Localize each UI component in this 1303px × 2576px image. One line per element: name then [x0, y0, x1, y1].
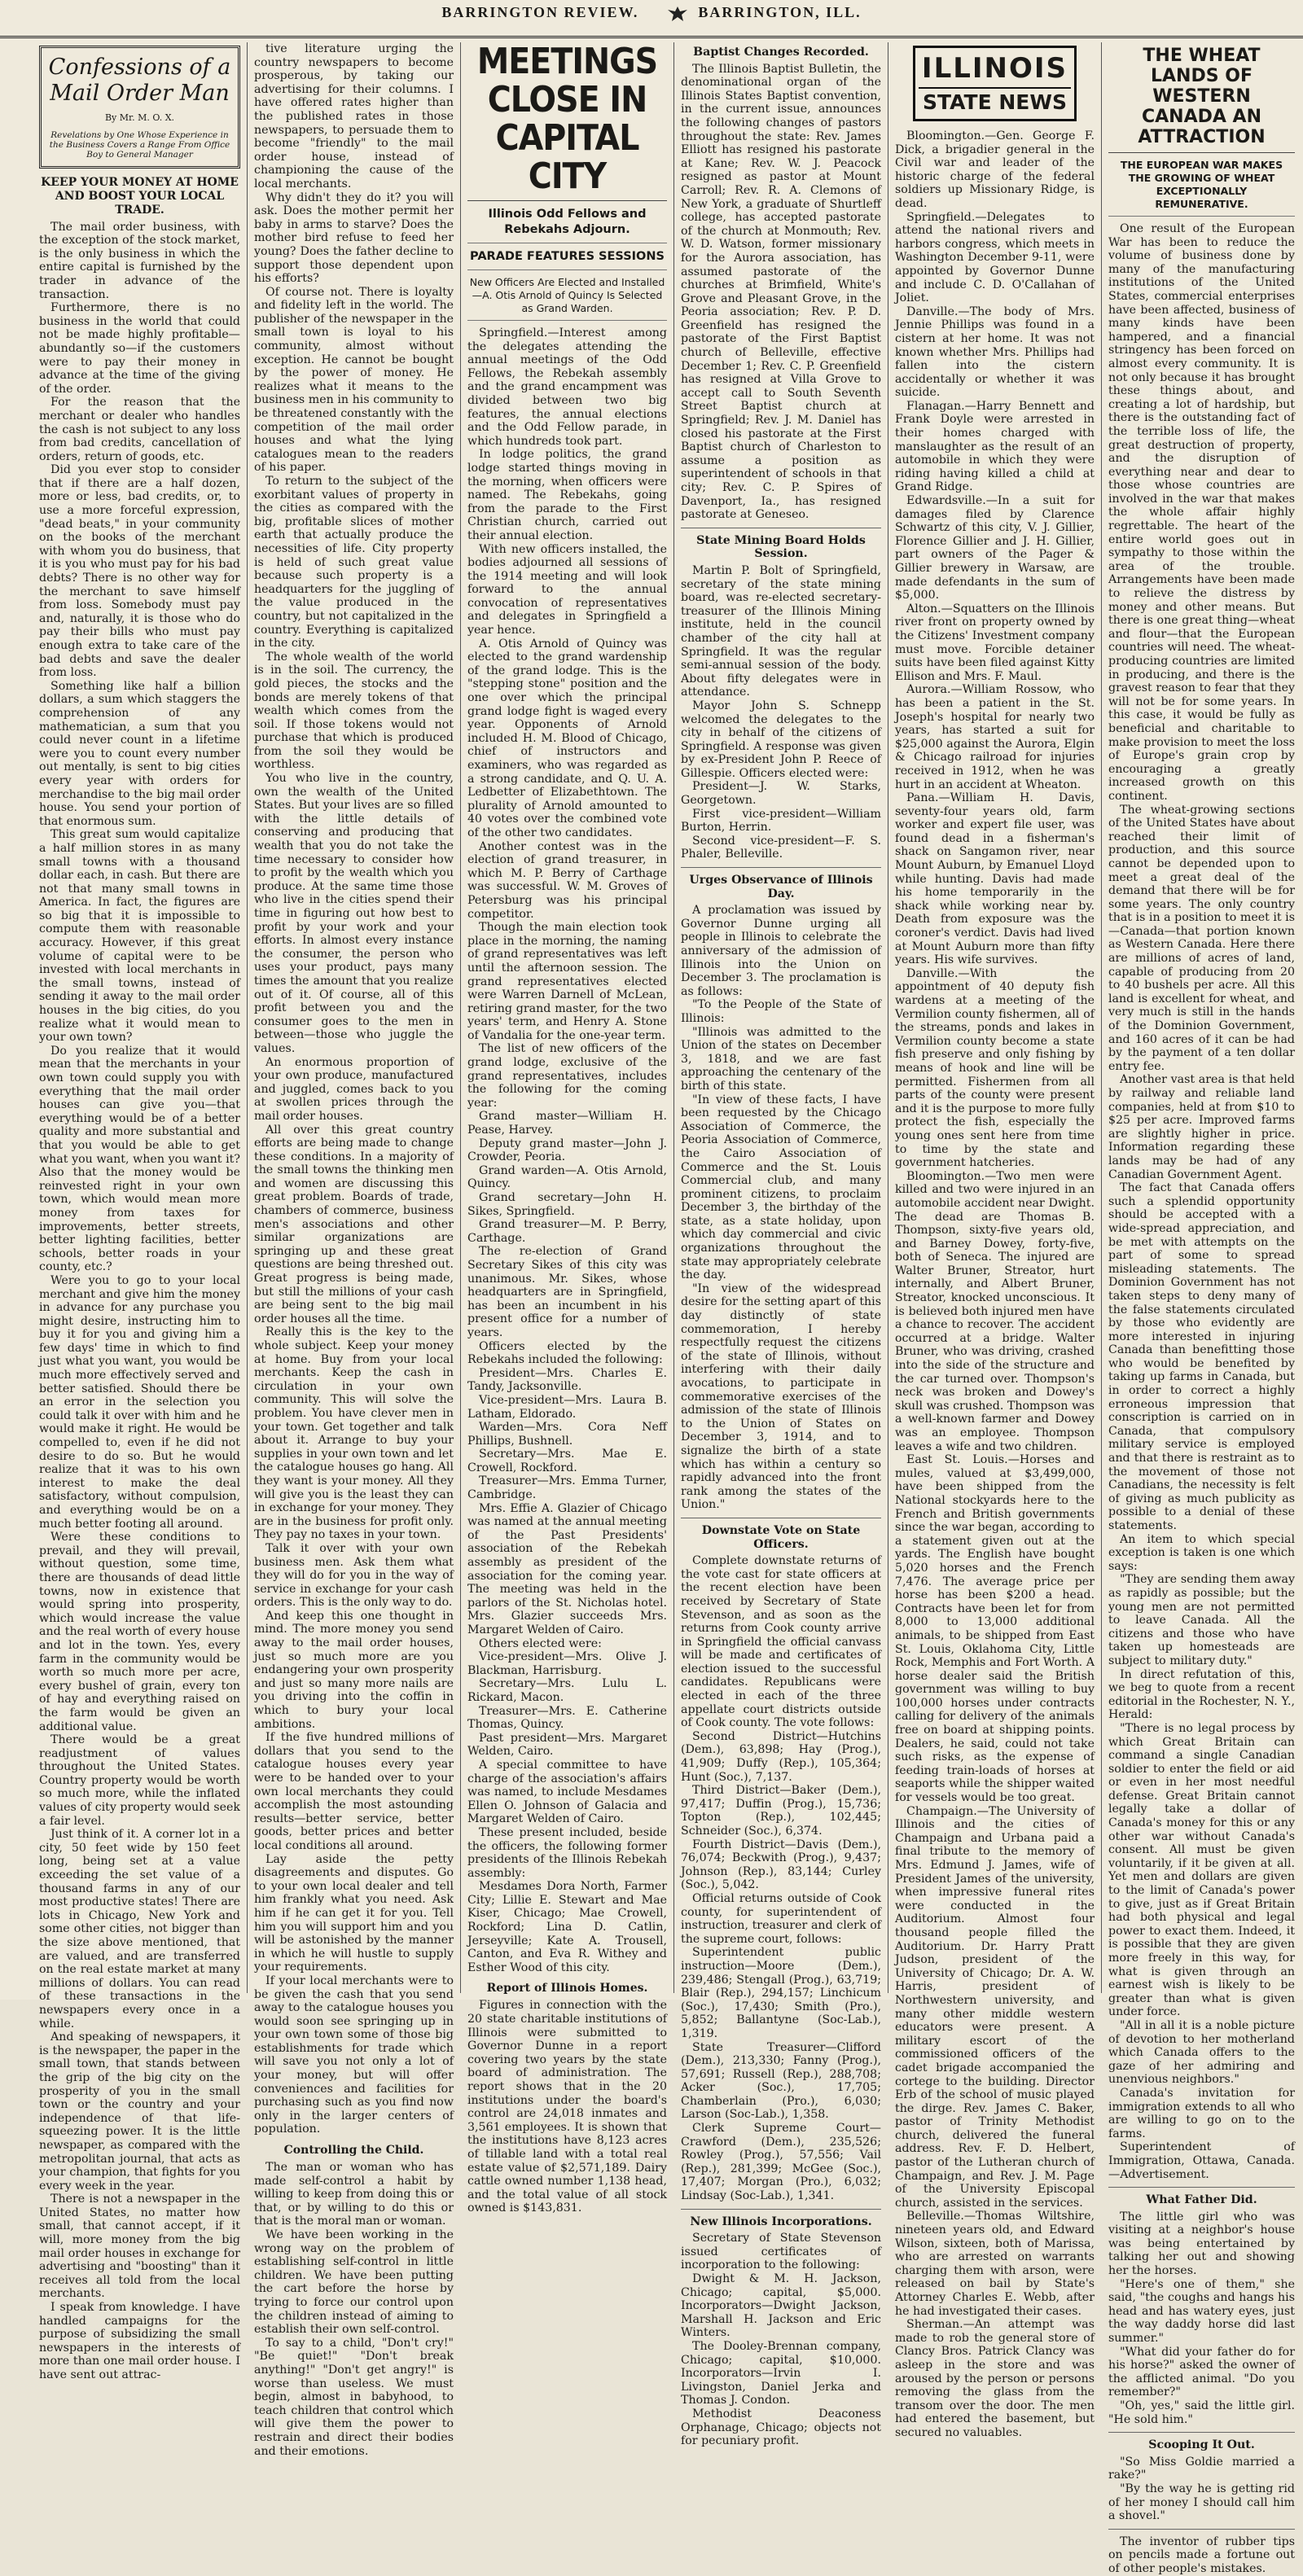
- paragraph: The mail order business, with the exception of the stock market, is the only business in which the entire capital is furnished by the trader in advance of the transaction.: [39, 220, 240, 301]
- confessions-header-box: [39, 46, 240, 169]
- paragraph: The inventor of rubber tips on pencils made a fortune out of other people's mistakes.: [1108, 2534, 1295, 2575]
- father-subhead: What Father Did.: [1146, 2193, 1257, 2207]
- paragraph: "All in all it is a noble picture of devotion to her motherland which Canada offers to the gaze of her admiring and unenvious neighbors.": [1108, 2018, 1295, 2087]
- column-state-news: [888, 42, 1101, 2439]
- paragraph: Edwardsville.—In a suit for damages filed by Clarence Schwartz of this city, V. J. Gillier, Florence Gillier and J. H. Gillier, part owners of the Pager & Gillier brewery in Warsaw, are made defendants in the sum of $5,000.: [895, 494, 1095, 602]
- paragraph: First vice-president—William Burton, Herrin.: [681, 807, 881, 835]
- vote-body: [681, 1554, 881, 2203]
- paragraph: "To the People of the State of Illinois:: [681, 998, 881, 1025]
- paragraph: If your local merchants were to be given the cash that you send away to the catalogue houses you would soon see springing up in your own town some of those big establishments for trade which will save you not only a lot of your money, but will offer conveniences and facilities for purchasing such as you find now only in the larger centers of population.: [254, 1974, 454, 2136]
- divider: [1108, 2187, 1295, 2188]
- paragraph: Danville.—With the appointment of 40 deputy fish wardens at a meeting of the Vermilion county fishermen, all of the streams, ponds and lakes in Vermilion county become a state fish preserve and only fishing by means of hook and line will be permitted. Fishermen from all parts of the county were present and it is the purpose to more fully protect the fish, especially the young ones sent here from time to time by the state and government hatcheries.: [895, 966, 1095, 1170]
- incorporations-subhead: New Illinois Incorporations.: [690, 2215, 872, 2228]
- paragraph: Superintendent of Immigration, Ottawa, Canada.—Advertisement.: [1108, 2140, 1295, 2181]
- paragraph: Were these conditions to prevail, and they will prevail, without question, some time, there are thousands of dead little towns, now in existence that would spring into prosperity, which would increase the value and the real worth of every house and lot in the town. Yes, every farm in the community would be worth so much more per acre, every bushel of grain, every ton of hay and everything raised on the farm would be given an additional value.: [39, 1531, 240, 1733]
- paragraph: Officers elected by the Rebekahs included the following:: [467, 1339, 667, 1367]
- meetings-body: [467, 326, 667, 1974]
- eagle-emblem-icon: [667, 5, 688, 23]
- paragraph: "In view of the widespread desire for the setting apart of this day distinctly of state commemoration, I hereby respectfully request the citizens of the state of Illinois, without interfering with their daily avocations, to participate in commemorative exercises of the admission of the state of Illinois to the Union of States on December 3, 1914, and to signalize the birth of a state which has within a century so rapidly advanced into the front rank among the states of the Union.": [681, 1281, 881, 1512]
- paragraph: Vice-president—Mrs. Laura B. Latham, Eldorado.: [467, 1393, 667, 1421]
- paragraph: Another contest was in the election of grand treasurer, in which M. P. Berry of Carthage was successful. W. M. Groves of Petersburg was his principal competitor.: [467, 839, 667, 921]
- vote-subhead: Downstate Vote on State Officers.: [701, 1523, 861, 1551]
- paragraph: A proclamation was issued by Governor Dunne urging all people in Illinois to celebrate the anniversary of the admission of Illinois into the Union on December 3. The proclamation is as follows:: [681, 904, 881, 998]
- meetings-headline: MEETINGS CLOSE IN CAPITAL CITY: [467, 42, 667, 201]
- paragraph: Past president—Mrs. Margaret Welden, Cairo.: [467, 1731, 667, 1759]
- paragraph: The Dooley-Brennan company, Chicago; capital, $10,000. Incorporators—Irvin I. Livingston, Daniel Jerka and Thomas J. Condon.: [681, 2339, 881, 2407]
- paragraph: Official returns outside of Cook county, for superintendent of instruction, treasurer and clerk of the supreme court, follows:: [681, 1891, 881, 1946]
- scooping-subhead: Scooping It Out.: [1148, 2438, 1255, 2452]
- divider: [681, 867, 881, 868]
- column-confessions: [33, 42, 247, 2381]
- divider: [681, 2209, 881, 2210]
- divider: [1108, 2432, 1295, 2433]
- paragraph: "They are sending them away as rapidly as possible; but the young men are not permitted to leave Canada. All the citizens and those who have taken up homesteads are subject to military duty.": [1108, 1573, 1295, 1667]
- paragraph: Do you realize that it would mean that the merchants in your own town could supply you with everything that the mail order houses can give you—that everything would be of a better quality and more substantial and that you would be able to get what you want, when you want it? Also that the money would be reinvested right in your own town, which would mean more money from taxes for improvements, better streets, better lighting facilities, better schools, better roads in your county, etc.?: [39, 1044, 240, 1274]
- mining-body: [681, 564, 881, 861]
- paragraph: Furthermore, there is no business in the world that could not be made highly profitable—abundantly so—if the customers were to pay their money in advance at the time of the giving of the order.: [39, 301, 240, 396]
- paragraph: Dwight & M. H. Jackson, Chicago; capital, $5,000. Incorporators—Dwight Jackson, Marshall H. Jackson and Eric Winters.: [681, 2272, 881, 2340]
- paragraph: "Here's one of them," she said, "the coughs and hangs his head and has watery eyes, just the way daddy horse did last summer.": [1108, 2277, 1295, 2346]
- paragraph: Sherman.—An attempt was made to rob the general store of Clancy Bros. Patrick Clancy was asleep in the store and was aroused by the person or persons removing the glass from the transom over the door. The men had entered the basement, but secured no valuables.: [895, 2318, 1095, 2439]
- wheat-deck: THE EUROPEAN WAR MAKES THE GROWING OF WHEAT EXCEPTIONALLY REMUNERATIVE.: [1108, 159, 1295, 217]
- wheat-body: [1108, 222, 1295, 2181]
- paragraph: Clerk Supreme Court—Crawford (Dem.), 235,526; Rowley (Prog.), 57,556; Vail (Rep.), 281,399; McGee (Soc.), 17,407; Morgan (Pro.), 6,032; Lindsay (Soc-Lab.), 1,341.: [681, 2122, 881, 2203]
- paragraph: In lodge politics, the grand lodge started things moving in the morning, when officers were named. The Rebekahs, going from the parade to the First Christian church, carried out their annual election.: [467, 448, 667, 542]
- paragraph: Danville.—The body of Mrs. Jennie Phillips was found in a cistern at her home. It was not known whether Mrs. Phillips had fallen into the cistern accidentally or whether it was suicide.: [895, 304, 1095, 400]
- paragraph: Grand secretary—John H. Sikes, Springfield.: [467, 1191, 667, 1218]
- paragraph: Treasurer—Mrs. Emma Turner, Cambridge.: [467, 1474, 667, 1502]
- divider: [1108, 2529, 1295, 2530]
- mining-subhead: State Mining Board Holds Session.: [696, 533, 866, 561]
- paragraph: Were you to go to your local merchant and give him the money in advance for any purchase you might desire, instructing him to buy it for you and giving him a few days' time in which to find just what you want, you would be much more effectively served and better satisfied. Should there be an error in the selection you could talk it over with him and he would make it right. He would be compelled to, even if he did not desire to do so. But he would realize that it was to his own interest to make the deal satisfactory, without compulsion, and everything would be on a much better footing all around.: [39, 1273, 240, 1531]
- paragraph: A. Otis Arnold of Quincy was elected to the grand wardenship of the grand lodge. This is the "stepping stone" position and the one over which the principal grand lodge fight is waged every year. Opponents of Arnold included H. M. Blood of Chicago, chief of instructors and examiners, who was regarded as a strong candidate, and Q. U. A. Ledbetter of Elizabethtown. The plurality of Arnold amounted to 40 votes over the combined vote of the other two candidates.: [467, 637, 667, 839]
- paragraph: To say to a child, "Don't cry!" "Be quiet!" "Don't break anything!" "Don't get angry!" is worse than useless. We must begin, almost in babyhood, to teach children that control which will give them the power to restrain and direct their bodies and their emotions.: [254, 2336, 454, 2458]
- homes-report-subhead: Report of Illinois Homes.: [486, 1982, 648, 1996]
- paragraph: Though the main election took place in the morning, the naming of grand representatives was left until the afternoon session. The grand representatives elected were Warren Darnell of McLean, retiring grand master, for the two years' term, and Henry A. Stone of Vandalia for the one-year term.: [467, 921, 667, 1042]
- paragraph: Why didn't they do it? you will ask. Does the mother permit her baby in arms to starve? Does the mother bird refuse to feed her young? Does the father decline to support those dependent upon his efforts?: [254, 191, 454, 286]
- paragraph: "What did your father do for his horse?" asked the owner of the afflicted animal. "Do you remember?": [1108, 2345, 1295, 2399]
- paragraph: Superintendent public instruction—Moore (Dem.), 239,486; Stengall (Prog.), 63,719; Blair (Rep.), 294,157; Linchicum (Soc.), 17,430; Smith (Pro.), 5,852; Ballantyne (Soc-Lab.), 1,319.: [681, 1946, 881, 2040]
- column-meetings: [460, 41, 673, 2215]
- paragraph: Complete downstate returns of the vote cast for state officers at the recent election have been received by Secretary of State Stevenson, and as soon as the returns from Cook county arrive in Springfield the official canvass will be made and certificates of election issued to the successful candidates. Republicans were elected in each of the three appellate court districts outside of Cook county. The vote follows:: [681, 1554, 881, 1730]
- paragraph: With new officers installed, the bodies adjourned all sessions of the 1914 meeting and will look forward to the annual convocation of representatives and delegates in Springfield a year hence.: [467, 542, 667, 637]
- paragraph: Grand master—William H. Pease, Harvey.: [467, 1110, 667, 1137]
- paragraph: And speaking of newspapers, it is the newspaper, the paper in the small town, that stands between the grip of the big city on the prosperity of you in the small town or the country and your independence of that life-squeezing power. It is the little newspaper, as compared with the metropolitan journal, that acts as your champion, that fights for you every week in the year.: [39, 2031, 240, 2193]
- paragraph: For the reason that the merchant or dealer who handles the cash is not subject to any loss from bad credits, cancellation of orders, return of goods, etc.: [39, 396, 240, 463]
- state-news-header-box: [913, 46, 1077, 121]
- paragraph: Canada's invitation for immigration extends to all who are willing to go on to the farms.: [1108, 2086, 1295, 2140]
- state-news-body: [895, 129, 1095, 2440]
- column-wheat-lands: [1101, 42, 1301, 2575]
- paragraph: Belleville.—Thomas Wiltshire, nineteen years old, and Edward Wilson, sixteen, both of Marissa, who are arrested on warrants charging them with arson, were released on bail by State's Attorney Charles E. Webb, after he had investigated their cases.: [895, 2210, 1095, 2318]
- paragraph: The list of new officers of the grand lodge, exclusive of the grand representatives, includes the following for the coming year:: [467, 1042, 667, 1110]
- confessions-title: Confessions of a Mail Order Man: [48, 55, 231, 106]
- paragraph: Treasurer—Mrs. E. Catherine Thomas, Quincy.: [467, 1704, 667, 1732]
- paragraph: Vice-president—Mrs. Olive J. Blackman, Harrisburg.: [467, 1650, 667, 1677]
- baptist-body: [681, 63, 881, 522]
- paragraph: Grand treasurer—M. P. Berry, Carthage.: [467, 1218, 667, 1245]
- paragraph: A special committee to have charge of the association's affairs was named, to include Mesdames Ellen O. Johnson of Galacia and Margaret Welden of Cairo.: [467, 1758, 667, 1826]
- paragraph: An item to which special exception is taken is one which says:: [1108, 1532, 1295, 1573]
- paragraph: Methodist Deaconess Orphanage, Chicago; objects not for pecuniary profit.: [681, 2407, 881, 2448]
- paragraph: East St. Louis.—Horses and mules, valued at $3,499,000, have been shipped from the National stockyards here to the French and British governments since the war began, according to a statement given out at the yards. The English have bought 5,020 horses and the French 7,476. The average price per horse has been $200 a head. Contracts have been let for from 8,000 to 13,000 additional animals, to be shipped from East St. Louis, Oklahoma City, Little Rock, Memphis and Fort Worth. A horse dealer said the British government was willing to buy 100,000 horses under contracts calling for delivery of the animals free on board at shipping points. Dealers, he said, could not take such risks, as the expense of feeding train-loads of horses at seaports while the shipper waited for vessels would be too great.: [895, 1453, 1095, 1805]
- paragraph: Secretary—Mrs. Lulu L. Rickard, Macon.: [467, 1677, 667, 1704]
- paragraph: "There is no legal process by which Great Britain can command a single Canadian soldier to enter the field or aid or even in her most needful defense. Great Britain cannot legally take a dollar of Canada's money for this or any other war without Canada's consent. All must be given voluntarily, if it be given at all. Yet men and dollars are given to the limit of Canada's power to give, just as if Great Britain had both physical and legal power to exact them. Indeed, it is possible that they are given more freely in this way, for what is given through an earnest wish is likely to be greater than what is given under force.: [1108, 1721, 1295, 2019]
- paragraph: Flanagan.—Harry Bennett and Frank Doyle were arrested in their homes charged with manslaughter as the result of an automobile in which they were riding having killed a child at Grand Ridge.: [895, 399, 1095, 494]
- paper-city: BARRINGTON, ILL.: [698, 4, 862, 20]
- paragraph: "So Miss Goldie married a rake?": [1108, 2455, 1295, 2482]
- paragraph: "In view of these facts, I have been requested by the Chicago Association of Commerce, the Peoria Association of Commerce, the Cairo Association of Commerce and the St. Louis Commercial club, and many prominent citizens, to proclaim December 3, the birthday of the state, as a state holiday, upon which day commercial and civic organizations throughout the state may appropriately celebrate the day.: [681, 1093, 881, 1282]
- column-state-items: [673, 42, 888, 2448]
- confessions-body: [39, 221, 240, 2382]
- paragraph: Martin P. Bolt of Springfield, secretary of the state mining board, was re-elected secretary-treasurer of the Illinois Mining institute, held in the council chamber of the city hall at Springfield. It was the regular semi-annual session of the body. About fifty delegates were in attendance.: [681, 563, 881, 699]
- paragraph: Bloomington.—Two men were killed and two were injured in an automobile accident near Dwight. The dead are Thomas B. Thompson, sixty-five years old, and Barney Dowey, forty-five, both of Seneca. The injured are Walter Bruner, Streator, hurt internally, and Albert Bruner, Streator, knocked unconscious. It is believed both injured men have a chance to recover. The accident occurred at a bridge. Walter Bruner, who was driving, crashed into the side of the structure and the car turned over. Thompson's neck was broken and Dowey's skull was crushed. Thompson was a well-known farmer and Dowey was an employee. Thompson leaves a wife and two children.: [895, 1169, 1095, 1453]
- paragraph: State Treasurer—Clifford (Dem.), 213,330; Fanny (Prog.), 57,691; Russell (Rep.), 288,708; Acker (Soc.), 17,705; Chamberlain (Pro.), 6,030; Larson (Soc-Lab.), 1,358.: [681, 2040, 881, 2122]
- homes-report-body: [467, 1999, 667, 2215]
- paragraph: Second District—Hutchins (Dem.), 63,898; Hay (Prog.), 41,909; Duffy (Rep.), 105,364; Hunt (Soc.), 7,137.: [681, 1729, 881, 1784]
- masthead: [0, 0, 1303, 38]
- paragraph: Grand warden—A. Otis Arnold, Quincy.: [467, 1163, 667, 1191]
- paragraph: Deputy grand master—John J. Crowder, Peoria.: [467, 1137, 667, 1164]
- paragraph: Secretary—Mrs. Mae E. Crowell, Rockford.: [467, 1448, 667, 1474]
- paragraph: An enormous proportion of your own produce, manufactured and juggled, comes back to you at swollen prices through the mail order houses.: [254, 1055, 454, 1123]
- paragraph: All over this great country efforts are being made to change these conditions. In a majority of the small towns the thinking men and women are discussing this great problem. Boards of trade, chambers of commerce, business men's associations and other similar organizations are springing up and these great questions are being threshed out. Great progress is being made, but still the millions of your cash are being sent to the big mail order houses all the time.: [254, 1123, 454, 1325]
- state-news-heading-1: ILLINOIS: [921, 52, 1068, 85]
- column-confessions-continued: [247, 42, 460, 2458]
- baptist-subhead: Baptist Changes Recorded.: [693, 46, 869, 59]
- confessions-subhead: KEEP YOUR MONEY AT HOME AND BOOST YOUR LOCAL TRADE.: [41, 175, 239, 217]
- wheat-headline: THE WHEAT LANDS OF WESTERN CANADA AN ATTRACTION: [1108, 46, 1295, 153]
- paragraph: Springfield.—Interest among the delegates attending the annual meetings of the Odd Fellows, the Rebekah assembly and the grand encampment was divided between two big features, the annual elections and the Odd Fellow parade, in which hundreds took part.: [467, 326, 667, 448]
- paragraph: President—J. W. Starks, Georgetown.: [681, 780, 881, 808]
- confessions-blurb: Revelations by One Whose Experience in the Business Covers a Range From Office Boy to General Manager: [49, 129, 230, 160]
- paragraph: "Illinois was admitted to the Union of the states on December 3, 1818, and we are fast approaching the centenary of the birth of this state.: [681, 1025, 881, 1093]
- paragraph: "By the way he is getting rid of her money I should call him a shovel.": [1108, 2482, 1295, 2523]
- incorporations-body: [681, 2232, 881, 2448]
- paragraph: Others elected were:: [479, 1636, 602, 1650]
- paragraph: Mayor John S. Schnepp welcomed the delegates to the city in behalf of the citizens of Springfield. A response was given by ex-President John P. Reece of Gillespie. Officers elected were:: [681, 699, 881, 780]
- paragraph: Secretary of State Stevenson issued certificates of incorporation to the following:: [681, 2232, 881, 2272]
- paragraph: The wheat-growing sections of the United States have about reached their limit of production, and this source cannot be depended upon to meet a great deal of the demand that there will be for some years. The only country that is in a position to meet it is—Canada—that portion known as Western Canada. Here there are millions of acres of land, capable of producing from 20 to 40 bushels per acre. All this land is excellent for wheat, and very much is still in the hands of the Dominion Government, and 160 acres of it can be had by the payment of a ten dollar entry fee.: [1108, 803, 1295, 1073]
- rubber-tips-body: [1108, 2535, 1295, 2576]
- paragraph: There would be a great readjustment of values throughout the United States. Country property would be worth so much more, while the inflated values of city property would seek a fair level.: [39, 1733, 240, 1828]
- paragraph: Another vast area is that held by railway and reliable land companies, held at from $10 to $25 per acre. Improved farms are slightly higher in price. Information regarding these lands may be had of any Canadian Government Agent.: [1108, 1073, 1295, 1181]
- paragraph: Second vice-president—F. S. Phaler, Belleville.: [681, 834, 881, 861]
- paragraph: The man or woman who has made self-control a habit by willing to keep from doing this or that, or by willing to do this or that is the moral man or woman.: [254, 2161, 454, 2228]
- paragraph: "Oh, yes," said the little girl. "He sold him.": [1108, 2399, 1295, 2426]
- paragraph: The whole wealth of the world is in the soil. The currency, the gold pieces, the stocks and the bonds are merely tokens of that wealth which comes from the soil. If those tokens would not purchase that which is produced from the soil they would be worthless.: [254, 650, 454, 772]
- paragraph: Talk it over with your own business men. Ask them what they will do for you in the way of service in exchange for your cash orders. This is the only way to do.: [254, 1541, 454, 1610]
- paragraph: To return to the subject of the exorbitant values of property in the cities as compared with the big, profitable slices of mother earth that actually produce the necessities of life. City property is held of such great value because such property is a headquarters for the juggling of the value produced in the country, but not capitalized in the country. Everything is capitalized in the city.: [254, 475, 454, 651]
- paragraph: The re-election of Grand Secretary Sikes of this city was unanimous. Mr. Sikes, whose headquarters are in Springfield, has been an incumbent in his present office for a number of years.: [467, 1245, 667, 1339]
- paragraph: Really this is the key to the whole subject. Keep your money at home. Buy from your local merchants. Keep the cash in circulation in your own community. This will solve the problem. You have clever men in your town. Get together and talk about it. Arrange to buy your supplies in your own town and let the catalogue houses go hang. All they want is your money. All they will give you is the least they can in exchange for your money. They are in the business for profit only. They pay no taxes in your town.: [254, 1325, 454, 1542]
- paragraph: Just think of it. A corner lot in a city, 50 feet wide by 150 feet long, being set at a value exceeding the set value of a thousand farms in any of our most productive states! There are lots in Chicago, New York and some other cities, not bigger than the size above mentioned, that are valued, and are transferred on the real estate market at many millions of dollars. You can read of these transactions in the newspapers every once in a while.: [39, 1828, 240, 2031]
- paragraph: tive literature urging the country newspapers to become prosperous, by taking our advertising for their columns. I have offered rates higher than the published rates in those newspapers, to persuade them to become "friendly" to the mail order house, instead of championing the cause of the local merchants.: [254, 42, 454, 191]
- paragraph: Champaign.—The University of Illinois and the cities of Champaign and Urbana paid a final tribute to the memory of Mrs. Edmund J. James, wife of President James of the university, when impressive funeral rites were conducted in the Auditorium. Almost four thousand people filled the Auditorium. Dr. Harry Pratt Judson, president of the University of Chicago; Dr. A. W. Harris, president of Northwestern university, and many other middle western educators were present. A military escort of the commissioned officers of the cadet brigade accompanied the cortege to the building. Director Erb of the school of music played the dirge. Rev. James C. Baker, pastor of Trinity Methodist church, delivered the funeral address. Rev. F. D. Helbert, pastor of the Lutheran church of Champaign, and Rev. J. M. Page of the University Episcopal church, assisted in the services.: [895, 1804, 1095, 2210]
- paragraph: Pana.—William H. Davis, seventy-four years old, farm worker and expert file user, was found dead in a fisherman's shack on Sangamon river, near Mount Auburn, by Emanuel Lloyd while hunting. Davis had made his home temporarily in the shack while working near by. Death from exposure was the coroner's verdict. Davis had lived at Mount Auburn more than fifty years. His wife survives.: [895, 791, 1095, 967]
- paragraph: Fourth District—Davis (Dem.), 76,074; Beckwith (Prog.), 9,437; Johnson (Rep.), 83,144; Curley (Soc.), 5,042.: [681, 1838, 881, 1892]
- state-news-heading-2: STATE NEWS: [919, 87, 1071, 114]
- paragraph: Aurora.—William Rossow, who has been a patient in the St. Joseph's hospital for nearly two years, has started a suit for $25,000 against the Aurora, Elgin & Chicago railroad for injuries received in 1912, when he was hurt in an accident at Wheaton.: [895, 683, 1095, 791]
- meetings-deck-3: New Officers Are Elected and Installed—A. Otis Arnold of Quincy Is Selected as Grand Warden.: [467, 276, 667, 321]
- scooping-body: [1108, 2456, 1295, 2523]
- paragraph: Warden—Mrs. Cora Neff Phillips, Bushnell.: [467, 1421, 667, 1448]
- paragraph: President—Mrs. Charles E. Tandy, Jacksonville.: [467, 1366, 667, 1394]
- confessions-byline: By Mr. M. O. X.: [104, 112, 175, 123]
- paragraph: Third District—Baker (Dem.), 97,417; Duffin (Prog.), 15,736; Topton (Rep.), 102,445; Schneider (Soc.), 6,374.: [681, 1784, 881, 1838]
- paragraph: Something like half a billion dollars, a sum which staggers the comprehension of any mathematician, a sum that you could never count in a lifetime were you to count every number out mentally, is sent to big cities every year with orders for merchandise to the big mail order house. You send your portion of that enormous sum.: [39, 679, 240, 828]
- paragraph: Alton.—Squatters on the Illinois river front on property owned by the Citizens' Investment company must move. Forcible detainer suits have been filed against Kitty Ellison and Mrs. F. Maul.: [895, 602, 1095, 683]
- paragraph: This great sum would capitalize a half million stores in as many small towns with a thousand dollar each, in cash. But there are not that many small towns in America. In fact, the figures are so big that it is impossible to compute them with reasonable accuracy. However, if this great volume of capital were to be invested with local merchants in the small towns, instead of sending it away to the mail order houses in the big cities, do you realize what it would mean to your own town?: [39, 828, 240, 1045]
- paragraph: Lay aside the petty disagreements and disputes. Go to your own local dealer and tell him frankly what you need. Ask him if he can get it for you. Tell him you will support him and you will be astonished by the manner in which he will hustle to supply your requirements.: [254, 1852, 454, 1974]
- paragraph: Did you ever stop to consider that if there are a half dozen, more or less, bad credits, or, to use a more forceful expression, "dead beats," in your community on the books of the merchant with whom you do business, that it is you who must pay for his bad debts? There is no other way for the merchant to save himself from loss. Somebody must pay and, naturally, it is those who do pay their bills who must pay enough extra to take care of the bad debts and save the dealer from loss.: [39, 463, 240, 680]
- confessions-body-continued: [254, 42, 454, 2136]
- paragraph: We have been working in the wrong way on the problem of establishing self-control in little children. We have been putting the cart before the horse by trying to force our control upon the children instead of aiming to establish their own self-control.: [254, 2228, 454, 2337]
- paragraph: I speak from knowledge. I have handled campaigns for the purpose of subsidizing the small newspapers in the interests of more than one mail order house. I have sent out attrac-: [39, 2301, 240, 2381]
- paragraph: The Illinois Baptist Bulletin, the denominational organ of the Illinois States Baptist convention, in the current issue, announces the following changes of pastors throughout the state: Rev. James Elliott has resigned his pastorate at Kane; Rev. W. J. Peacock resigned as pastor at Mount Carroll; Rev. R. A. Clemons of New York, a graduate of Shurtleff college, has accepted pastorate of the church at Monmouth; Rev. W. D. Watson, former missionary for the Aurora association, has assumed pastorate of the churches at Brimfield, White's Grove and Pleasant Grove, in the Peoria association; Rev. P. D. Greenfield has resigned the pastorate of the First Baptist church of Belleville, effective December 1; Rev. C. P. Greenfield has resigned at Villa Grove to accept call to South Seventh Street Baptist church at Springfield; Rev. J. M. Daniel has closed his pastorate at the First Baptist church of Charleston to assume a position as superintendent of schools in that city; Rev. C. P. Spires of Davenport, Ia., has resigned pastorate at Geneseo.: [681, 62, 881, 522]
- meetings-deck-2: PARADE FEATURES SESSIONS: [467, 249, 667, 270]
- child-control-subhead: Controlling the Child.: [283, 2144, 424, 2158]
- paragraph: There is not a newspaper in the United States, no matter how small, that cannot accept, if it will, more money from the big mail order houses in exchange for advertising and "boosting" than it receives all told from the local merchants.: [39, 2193, 240, 2301]
- paragraph: Springfield.—Delegates to attend the national rivers and harbors congress, which meets in Washington December 9-11, were appointed by Governor Dunne and include C. D. O'Callahan of Joliet.: [895, 210, 1095, 305]
- illinois-day-body: [681, 904, 881, 1512]
- paragraph: Mesdames Dora North, Farmer City; Lillie E. Stewart and Mae Kiser, Chicago; Mae Crowell, Rockford; Lina D. Catlin, Jerseyville; Kate A. Trousell, Canton, and Eva R. Withey and Esther Wood of this city.: [467, 1880, 667, 1974]
- paragraph: Figures in connection with the 20 state charitable institutions of Illinois were submitted to Governor Dunne in a report covering two years by the state board of administration. The report shows that in the 20 institutions under the board's control are 24,018 inmates and 3,561 employees. It is shown that the institutions have 8,123 acres of tillable land with a total real estate value of $2,571,189. Dairy cattle owned number 1,138 head, and the total value of all stock owned is $143,831.: [467, 1999, 667, 2215]
- father-body: [1108, 2210, 1295, 2427]
- paragraph: Mrs. Effie A. Glazier of Chicago was named at the annual meeting of the Past Presidents' association of the Rebekah assembly as president of the association for the coming year. The meeting was held in the parlors of the St. Nicholas hotel. Mrs. Glazier succeeds Mrs. Margaret Welden of Cairo.: [467, 1501, 667, 1636]
- paragraph: One result of the European War has been to reduce the volume of business done by many of the manufacturing institutions of the United States, commercial enterprises have been affected, business of many kinds have been hampered, and a financial stringency has been forced on almost every community. It is not only because it has brought these things about, and creating a lot of hardship, but there is the outstanding fact of the terrible loss of life, the great destruction of property, and the disruption of everything near and dear to those whose countries are involved in the war that makes the whole affair highly regrettable. The heart of the entire world goes out in sympathy to those within the area of the trouble. Arrangements have been made to relieve the distress by money and other means. But there is one great thing—wheat and flour—that the European countries will need. The wheat-producing countries are limited in producing, and there is the gravest reason to fear that they will not be for some years. In this case, it would be fully as beneficial and charitable to make provision to meet the loss of Europe's grain crop by encouraging a greatly increased growth on this continent.: [1108, 222, 1295, 803]
- paragraph: The little girl who was visiting at a neighbor's house was being entertained by talking her out and showing her the horses.: [1108, 2210, 1295, 2278]
- paragraph: The fact that Canada offers such a splendid opportunity should be accepted with a wide-spread appreciation, and be met with attempts on the part of some to spread misleading statements. The Dominion Government has not taken steps to deny many of the false statements circulated by those who evidently are more interested in injuring Canada than benefitting those who would be benefited by taking up farms in Canada, but in order to correct a highly erroneous impression that conscription is carried on in Canada, that compulsory military service is employed and that there is restraint as to the movement of those not Canadians, the necessity is felt of giving as much publicity as possible to a denial of these statements.: [1108, 1181, 1295, 1532]
- paragraph: These present included, beside the officers, the following former presidents of the Illinois Rebekah assembly:: [467, 1825, 667, 1880]
- child-control-body: [254, 2161, 454, 2458]
- paragraph: If the five hundred millions of dollars that you send to the catalogue houses every year were to be handed over to your own local merchants they could accomplish the most astounding results—better service, better goods, better prices and better local conditions all around.: [254, 1731, 454, 1852]
- paragraph: Of course not. There is loyalty and fidelity left in the world. The publisher of the newspaper in the small town is loyal to his community, almost without exception. He cannot be bought by the power of money. He realizes what it means to the business men in his community to be threatened constantly with the competition of the mail order houses and what the lying catalogues mean to the readers of his paper.: [254, 285, 454, 475]
- paragraph: You who live in the country, own the wealth of the United States. But your lives are so filled with the little details of conserving and producing that wealth that you do not take the time necessary to consider how to profit by the wealth which you produce. At the same time those who live in the cities spend their time in figuring out how best to profit by your work and your efforts. In almost every instance the consumer, the person who uses your product, pays many times the amount that you realize out of it. Of course, all of this profit between you and the consumer goes to the men in between—those who juggle the values.: [254, 772, 454, 1055]
- paragraph: Bloomington.—Gen. George F. Dick, a brigadier general in the Civil war and leader of the historic charge of the federal soldiers up Missionary Ridge, is dead.: [895, 129, 1095, 210]
- illinois-day-subhead: Urges Observance of Illinois Day.: [689, 874, 873, 900]
- paragraph: In direct refutation of this, we beg to quote from a recent editorial in the Rochester, N. Y., Herald:: [1108, 1667, 1295, 1722]
- paper-name: BARRINGTON REVIEW.: [441, 4, 639, 20]
- paragraph: And keep this one thought in mind. The more money you send away to the mail order houses, just so much more are you endangering your own prosperity and just so many more nails are you driving into the coffin in which to bury your local ambitions.: [254, 1609, 454, 1731]
- meetings-deck-1: Illinois Odd Fellows and Rebekahs Adjourn.: [467, 207, 667, 243]
